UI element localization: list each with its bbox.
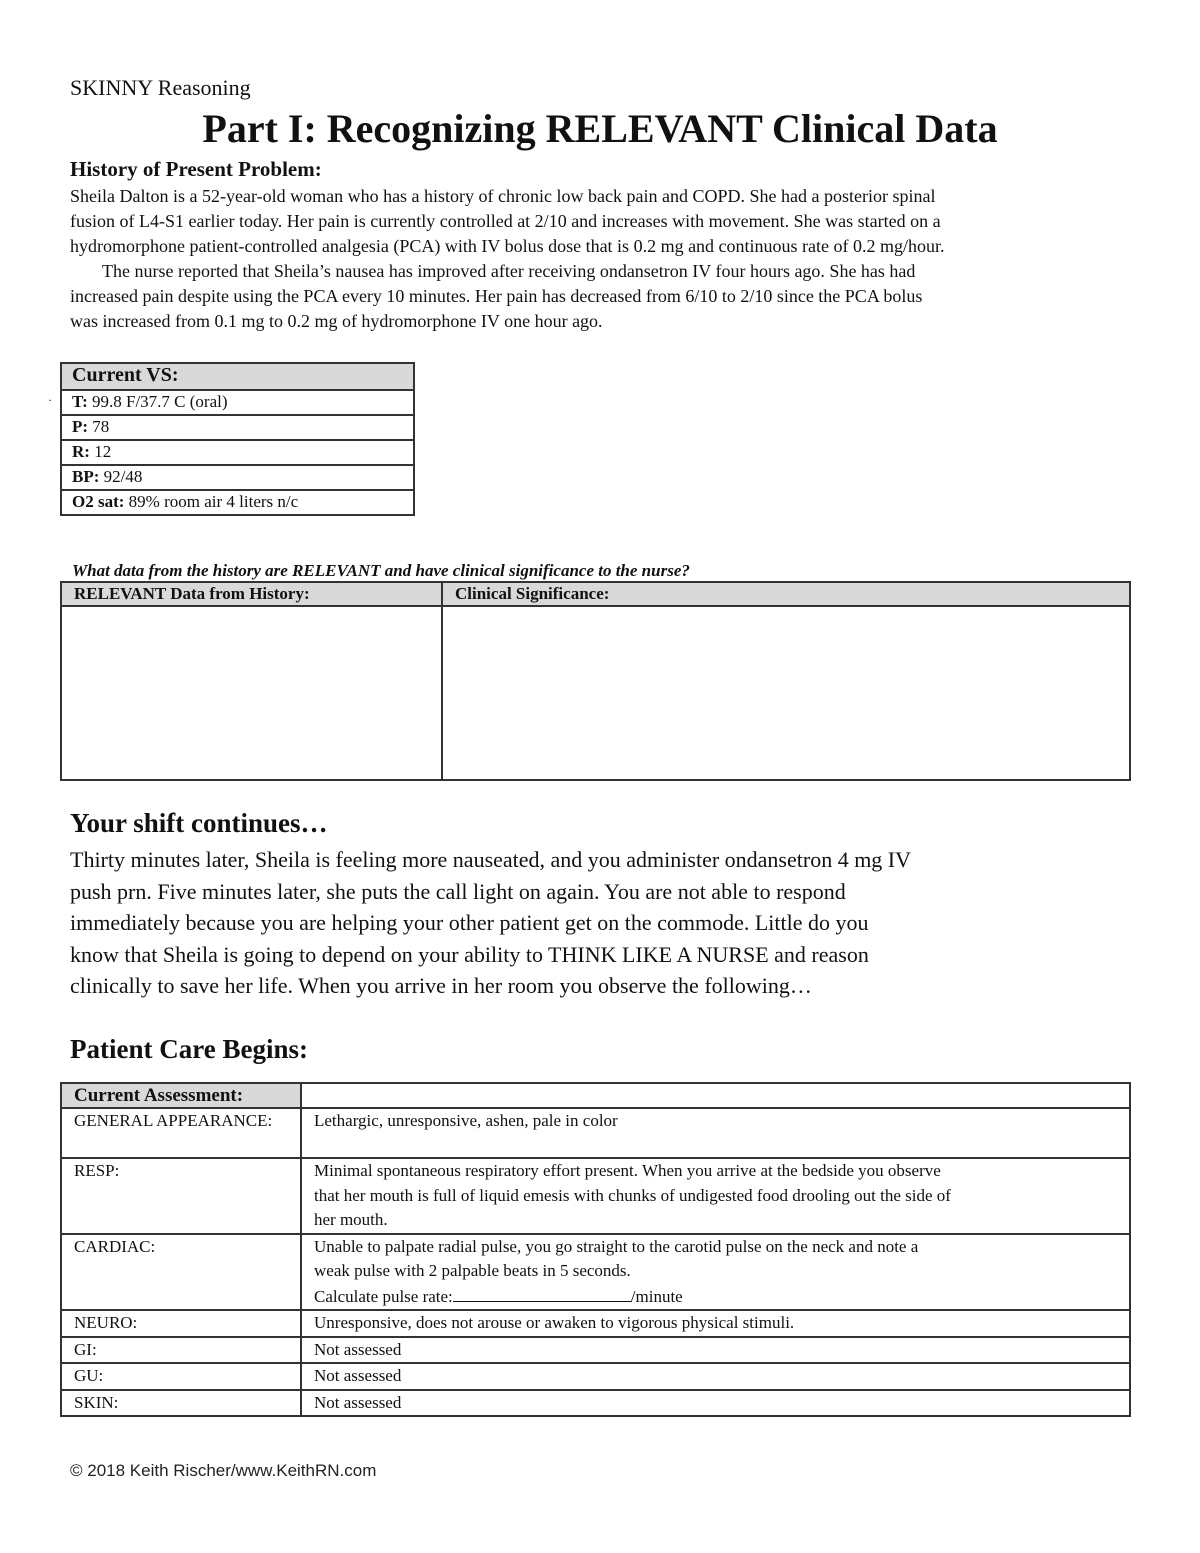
shift-paragraph [70, 844, 1150, 1002]
assessment-line: Minimal spontaneous respiratory effort present. When you arrive at the bedside you observe [314, 1161, 941, 1180]
vital-label: R: [72, 442, 90, 461]
vital-label: P: [72, 417, 89, 436]
assessment-line: weak pulse with 2 palpable beats in 5 seconds. [314, 1261, 631, 1280]
page-title: Part I: Recognizing RELEVANT Clinical Data [202, 106, 998, 151]
series-title: SKINNY Reasoning [70, 75, 251, 100]
shift-heading: Your shift continues… [70, 808, 328, 838]
vital-row-temp [61, 390, 414, 415]
vital-row-o2 [61, 490, 414, 515]
assessment-value [301, 1158, 1130, 1234]
shift-line: know that Sheila is going to depend on your ability to THINK LIKE A NURSE and reason [70, 941, 869, 967]
vital-row-pulse [61, 415, 414, 440]
assessment-line: Lethargic, unresponsive, ashen, pale in color [314, 1111, 618, 1130]
patient-care-heading: Patient Care Begins: [70, 1034, 308, 1064]
vital-value: 99.8 F/37.7 C (oral) [87, 392, 228, 411]
vital-value: 89% room air 4 liters n/c [124, 492, 299, 511]
assessment-table [60, 1082, 1131, 1417]
vital-signs-table [60, 362, 415, 516]
assessment-value: Unresponsive, does not arouse or awaken to vigorous physical stimuli. [301, 1310, 1130, 1337]
relevant-data-question: What data from the history are RELEVANT and have clinical significance to the nurse? [72, 561, 690, 580]
assessment-header: Current Assessment: [61, 1083, 301, 1108]
assessment-value: Not assessed [301, 1390, 1130, 1417]
assessment-label: GU: [61, 1363, 301, 1390]
pulse-rate-label: Calculate pulse rate: [314, 1286, 453, 1306]
history-line: was increased from 0.1 mg to 0.2 mg of hydromorphone IV one hour ago. [70, 311, 603, 331]
assessment-row-resp [61, 1158, 1130, 1234]
vital-label: BP: [72, 467, 100, 486]
pulse-rate-input[interactable] [453, 1284, 631, 1302]
assessment-label: SKIN: [61, 1390, 301, 1417]
history-paragraph [70, 184, 1140, 334]
assessment-line: Unable to palpate radial pulse, you go straight to the carotid pulse on the neck and note a [314, 1236, 919, 1256]
history-line: Sheila Dalton is a 52-year-old woman who has a history of chronic low back pain and COPD. She had a posterior spinal [70, 186, 936, 206]
pulse-rate-prompt [314, 1284, 1117, 1310]
vital-label: O2 sat: [72, 492, 125, 511]
relevant-data-table [60, 581, 1131, 781]
copyright-footer: © 2018 Keith Rischer/www.KeithRN.com [70, 1461, 377, 1480]
assessment-row-general [61, 1108, 1130, 1158]
shift-line: clinically to save her life. When you arrive in her room you observe the following… [70, 973, 812, 998]
assessment-value [301, 1234, 1130, 1311]
vital-row-bp [61, 465, 414, 490]
assessment-label: RESP: [61, 1158, 301, 1234]
assessment-value: Not assessed [301, 1363, 1130, 1390]
history-heading: History of Present Problem: [70, 157, 322, 181]
assessment-row-neuro [61, 1310, 1130, 1337]
assessment-label: CARDIAC: [61, 1234, 301, 1311]
history-line: fusion of L4-S1 earlier today. Her pain is currently controlled at 2/10 and increases with movement. She was started on a [70, 211, 941, 231]
history-line: increased pain despite using the PCA every 10 minutes. Her pain has decreased from 6/10 to 2/10 since the PCA bolus [70, 286, 923, 306]
assessment-row-gu [61, 1363, 1130, 1390]
assessment-value [301, 1108, 1130, 1158]
assessment-label: GENERAL APPEARANCE: [61, 1108, 301, 1158]
history-line: The nurse reported that Sheila’s nausea has improved after receiving ondansetron IV four hours ago. She has had [102, 261, 916, 281]
shift-line: immediately because you are helping your other patient get on the commode. Little do you [70, 910, 869, 935]
assessment-label: NEURO: [61, 1310, 301, 1337]
shift-line: push prn. Five minutes later, she puts the call light on again. You are not able to respond [70, 878, 846, 904]
assessment-row-gi [61, 1337, 1130, 1364]
shift-line: Thirty minutes later, Sheila is feeling more nauseated, and you administer ondansetron 4 mg IV [70, 847, 912, 872]
vital-value: 12 [89, 442, 112, 461]
stray-mark: · [48, 393, 52, 407]
vital-value: 92/48 [99, 467, 143, 486]
assessment-label: GI: [61, 1337, 301, 1364]
clinical-significance-header: Clinical Significance: [442, 582, 1130, 606]
relevant-data-header: RELEVANT Data from History: [61, 582, 442, 606]
vital-value: 78 [88, 417, 110, 436]
assessment-value: Not assessed [301, 1337, 1130, 1364]
clinical-significance-input[interactable] [442, 606, 1130, 780]
assessment-row-skin [61, 1390, 1130, 1417]
pulse-rate-unit: /minute [630, 1286, 683, 1306]
assessment-line: her mouth. [314, 1210, 388, 1229]
relevant-data-input[interactable] [61, 606, 442, 780]
assessment-row-cardiac [61, 1234, 1130, 1311]
assessment-line: that her mouth is full of liquid emesis with chunks of undigested food drooling out the side of [314, 1185, 951, 1205]
vital-label: T: [72, 392, 88, 411]
history-line: hydromorphone patient-controlled analgesia (PCA) with IV bolus dose that is 0.2 mg and continuous rate of 0.2 mg/hour. [70, 236, 945, 256]
assessment-header-blank [301, 1083, 1130, 1108]
vital-signs-header: Current VS: [61, 363, 414, 390]
vital-row-resp [61, 440, 414, 465]
